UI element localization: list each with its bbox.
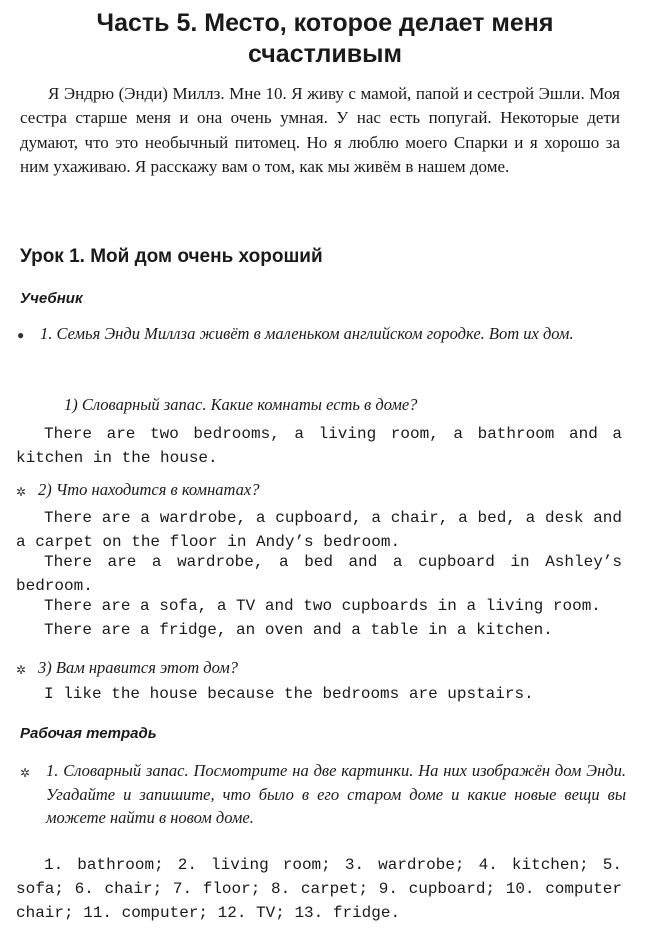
answer-1: There are two bedrooms, a living room, a bathroom and a kitchen in the house. <box>16 425 622 467</box>
question-2: 2) Что находится в комнатах? <box>38 480 260 499</box>
answer-2-line-2: There are a wardrobe, a bed and a cupboard in Ashley’s bedroom. <box>16 553 622 595</box>
question-1: 1) Словарный запас. Какие комнаты есть в доме? <box>64 395 418 414</box>
answer-3: I like the house because the bedrooms are upstairs. <box>44 685 534 703</box>
textbook-label: Учебник <box>20 290 83 307</box>
part-title: Часть 5. Место, которое делает меня счастливым <box>96 9 554 68</box>
question-3: 3) Вам нравится этот дом? <box>38 658 238 677</box>
answer-2-line-4: There are a fridge, an oven and a table in a kitchen. <box>44 621 553 639</box>
bullet-icon: ● <box>17 328 25 342</box>
answer-2-line-1: There are a wardrobe, a cupboard, a chair, a bed, a desk and a carpet on the floor in Andy’s bedroom. <box>16 509 622 551</box>
bullet-icon: ✲ <box>16 485 27 499</box>
workbook-answer: 1. bathroom; 2. living room; 3. wardrobe; 4. kitchen; 5. sofa; 6. chair; 7. floor; 8. carpet; 9. cupboard; 10. computer chair; 11. computer; 12. TV; 13. fridge. <box>16 856 622 922</box>
textbook-task-1: 1. Семья Энди Миллза живёт в маленьком английском городке. Вот их дом. <box>40 324 574 343</box>
bullet-icon: ✲ <box>16 663 27 677</box>
workbook-task-1: 1. Словарный запас. Посмотрите на две картинки. На них изображён дом Энди. Угадайте и запишите, что было в его старом доме и какие новые вещи вы можете найти в новом доме. <box>46 761 626 827</box>
intro-paragraph: Я Эндрю (Энди) Миллз. Мне 10. Я живу с мамой, папой и сестрой Эшли. Моя сестра старше меня и она очень умная. У нас есть попугай. Некоторые дети думают, что это необычный питомец. Но я люблю моего Спарки и я хорошо за ним ухаживаю. Я расскажу вам о том, как мы живём в нашем доме. <box>20 84 620 176</box>
bullet-icon: ✲ <box>20 766 31 780</box>
workbook-label: Рабочая тетрадь <box>20 725 157 742</box>
answer-2-line-3: There are a sofa, a TV and two cupboards in a living room. <box>44 597 601 615</box>
lesson-title: Урок 1. Мой дом очень хороший <box>20 246 323 267</box>
